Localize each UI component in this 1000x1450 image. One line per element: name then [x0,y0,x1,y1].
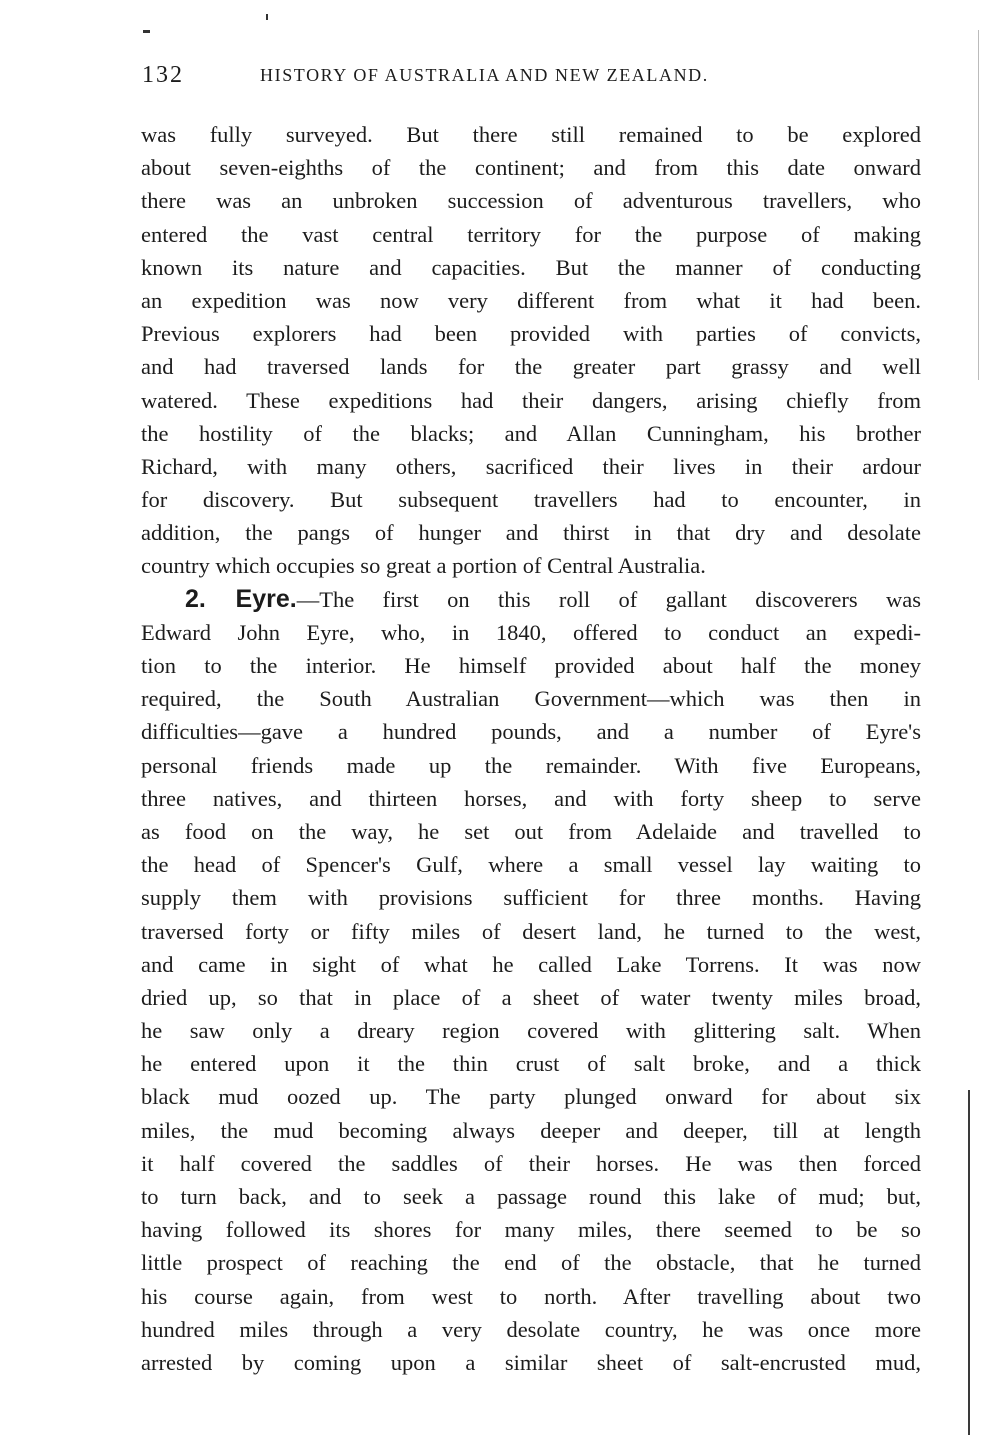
section-eyre [141,583,921,1380]
text-line: known its nature and capacities. But the manner of conducting [141,254,921,280]
text-line: hundred miles through a very desolate country, he was once more [141,1316,921,1342]
text-line: miles, the mud becoming always deeper and deeper, till at length [141,1117,921,1143]
text-line: watered. These expeditions had their dangers, arising chiefly from [141,387,921,413]
text-line: difficulties—gave a hundred pounds, and a number of Eyre's [141,719,921,745]
text-line: and had traversed lands for the greater part grassy and well [141,354,921,380]
text-line: Richard, with many others, sacrificed their lives in their ardour [141,453,921,479]
text-line: dried up, so that in place of a sheet of water twenty miles broad, [141,984,921,1010]
text-line: tion to the interior. He himself provided about half the money [141,653,921,678]
text-line: required, the South Australian Government—which was then in [141,686,921,712]
page-edge-mark [978,30,979,380]
text-line: entered the vast central territory for the purpose of making [141,221,921,247]
paragraph-1 [141,118,921,583]
text-line: having followed its shores for many miles, there seemed to be so [141,1217,921,1243]
text-line: and came in sight of what he called Lake Torrens. It was now [141,951,921,977]
section-first-line-text: —The first on this roll of gallant discoverers was [296,586,922,612]
text-line: black mud oozed up. The party plunged onward for about six [141,1084,921,1110]
text-line: Previous explorers had been provided with parties of convicts, [141,321,921,347]
text-line: the head of Spencer's Gulf, where a small vessel lay waiting to [141,852,921,878]
text-line: arrested by coming upon a similar sheet of salt-encrusted mud, [141,1349,921,1375]
text-line: traversed forty or fifty miles of desert land, he turned to the west, [141,918,921,944]
page-edge-rule [968,1090,970,1435]
text-line: was fully surveyed. But there still remained to be explored [141,122,921,147]
text-line: his course again, from west to north. After travelling about two [141,1283,921,1309]
running-head [142,62,922,96]
running-title: HISTORY OF AUSTRALIA AND NEW ZEALAND. [260,65,709,85]
text-line: addition, the pangs of hunger and thirst in that dry and desolate [141,520,921,546]
text-line: the hostility of the blacks; and Allan Cunningham, his brother [141,420,921,446]
text-line: country which occupies so great a portion of Central Australia. [141,553,706,579]
text-line: he entered upon it the thin crust of salt broke, and a thick [141,1051,921,1077]
text-line: personal friends made up the remainder. With five Europeans, [141,752,921,778]
section-heading: 2. Eyre. [185,584,297,613]
text-line: it half covered the saddles of their horses. He was then forced [141,1150,921,1176]
text-line: he saw only a dreary region covered with glittering salt. When [141,1018,921,1044]
section-first-line [141,583,921,616]
text-line: three natives, and thirteen horses, and with forty sheep to serve [141,785,921,811]
ink-speck [143,30,150,33]
text-line: as food on the way, he set out from Adelaide and travelled to [141,818,921,844]
text-line: to turn back, and to seek a passage round this lake of mud; but, [141,1184,921,1209]
text-line: about seven-eighths of the continent; and from this date onward [141,155,921,181]
text-line: for discovery. But subsequent travellers had to encounter, in [141,487,921,513]
page-number: 132 [142,62,184,88]
text-line: an expedition was now very different from what it had been. [141,287,921,313]
text-line: there was an unbroken succession of adventurous travellers, who [141,188,921,214]
ink-speck [266,14,268,20]
text-line: little prospect of reaching the end of the obstacle, that he turned [141,1250,921,1276]
text-line: Edward John Eyre, who, in 1840, offered to conduct an expedi- [141,619,921,645]
text-line: supply them with provisions sufficient for three months. Having [141,885,921,911]
body-text [141,118,921,1379]
